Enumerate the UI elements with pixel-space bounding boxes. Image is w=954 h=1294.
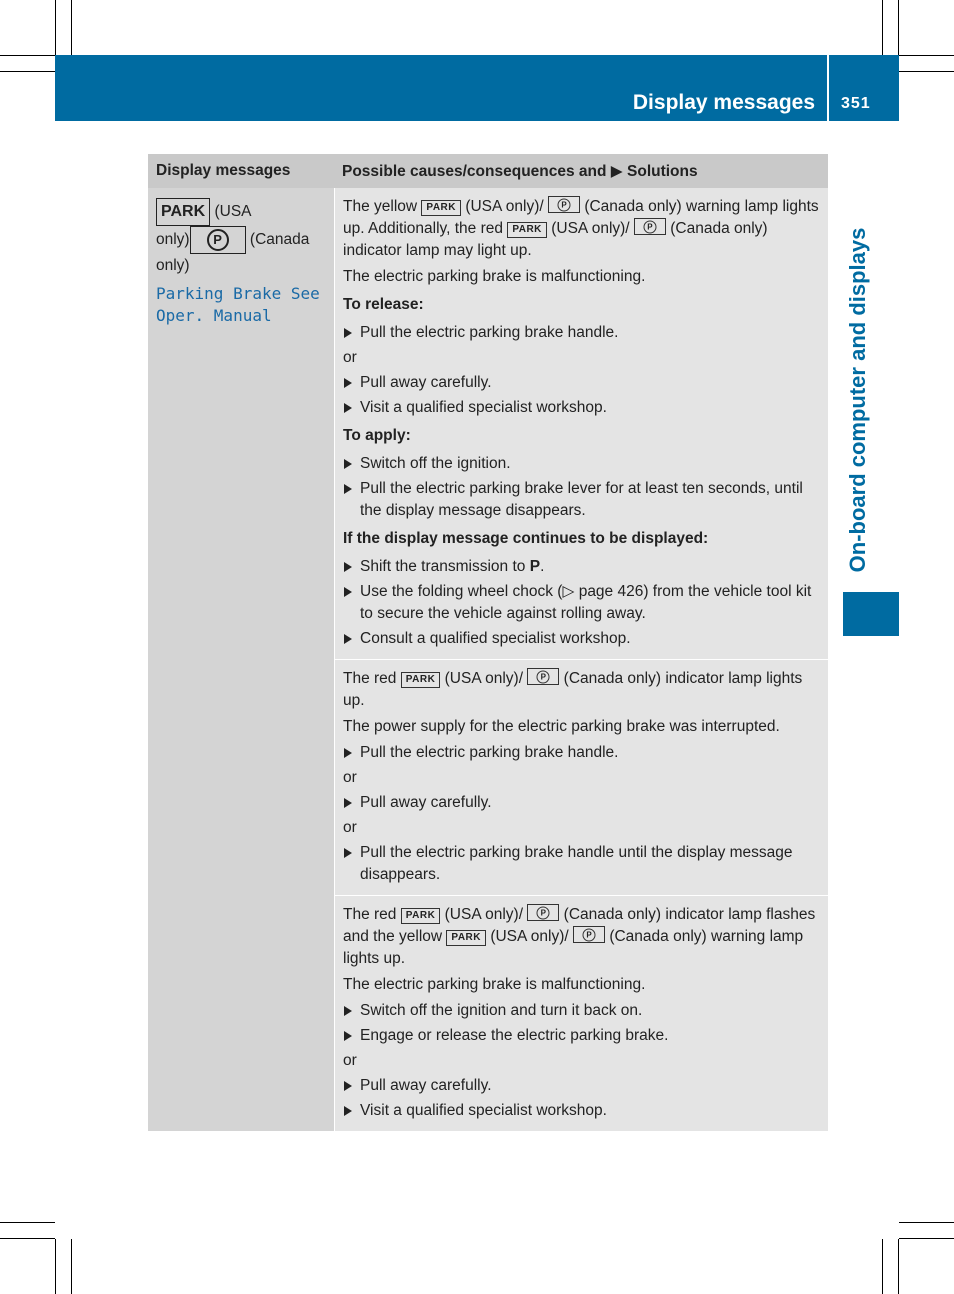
step: Use the folding wheel chock (▷ page 426) from the vehicle tool kit to secure the vehicle against rolling away. [343,581,820,625]
step: Visit a qualified specialist workshop. [343,1100,820,1122]
park-lamp-icon: PARK [401,672,441,688]
step: Pull the electric parking brake handle. [343,742,820,764]
parking-brake-lamp-icon [190,226,246,254]
text: (Canada only) indicator lamp may light up. [343,220,768,259]
step: Consult a qualified specialist workshop. [343,628,820,650]
parking-brake-lamp-icon [573,926,605,943]
park-lamp-icon: PARK [507,222,547,238]
crop-mark [0,55,55,56]
cause-text: The electric parking brake is malfunctioning. [343,976,646,993]
crop-mark [882,0,883,55]
step: Pull away carefully. [343,1075,820,1097]
page-title: Display messages [632,91,815,114]
step: Pull away carefully. [343,372,820,394]
park-lamp-icon: PARK [421,200,461,216]
text: (Canada only) indicator lamp flashes and the yellow [343,906,816,945]
display-message-line1: Parking Brake See [156,284,320,304]
column-header-messages: Display messages [156,162,291,179]
gear-p: P [529,558,541,575]
crop-mark [899,1238,954,1239]
parking-brake-lamp-icon [527,904,559,921]
text: (Canada only) indicator lamp lights up. [343,670,803,709]
crop-mark [899,1222,954,1223]
step: Switch off the ignition and turn it back on. [343,1000,820,1022]
text: (Canada only) warning lamp lights up. [343,928,804,967]
solution-section-3 [335,896,828,1131]
text: (USA only)/ [444,670,524,687]
message-indicators [156,198,326,226]
intro-text [343,904,820,970]
step [343,556,820,578]
parking-brake-p: P [537,670,550,683]
release-heading: To release: [343,296,424,313]
display-messages-table [148,154,828,1131]
crop-mark [0,1222,55,1223]
or-text: or [343,769,357,786]
parking-brake-lamp-icon [548,196,580,213]
text: Shift the transmission to [360,558,526,575]
apply-heading: To apply: [343,427,411,444]
text: (Canada only) warning lamp lights up. Additionally, the red [343,198,819,237]
text: The yellow [343,198,418,215]
table-header-row [148,154,828,188]
step: Switch off the ignition. [343,453,820,475]
or-text: or [343,349,357,366]
or-text: or [343,1052,357,1069]
section-tab-label: On-board computer and displays [845,227,870,573]
cause-text: The power supply for the electric parking brake was interrupted. [343,718,780,735]
crop-mark [71,0,72,55]
crop-mark [899,55,954,56]
step: Pull the electric parking brake handle until the display message disappears. [343,842,820,886]
intro-text [343,196,820,262]
step: Pull the electric parking brake lever for at least ten seconds, until the display message disappears. [343,478,820,522]
message-cell [148,188,334,1131]
park-lamp-icon: PARK [401,908,441,924]
parking-brake-lamp-icon [527,668,559,685]
only-label: only) [156,231,190,249]
table-body [148,188,828,1131]
crop-mark [55,0,56,55]
parking-brake-p: P [583,928,596,941]
crop-mark [882,1239,883,1294]
text: (USA only)/ [465,198,544,215]
solution-section-2 [335,660,828,896]
park-lamp-icon: PARK [156,198,210,226]
only-label-2: only) [156,257,190,274]
intro-text [343,668,820,712]
crop-mark [55,1239,56,1294]
usa-only-label: (USA [214,203,252,220]
message-indicators-2 [156,226,326,254]
section-tab [838,210,878,590]
crop-mark [0,1238,55,1239]
column-header-solutions: Possible causes/consequences and ▶ Solutions [342,162,698,180]
page-header [55,55,899,121]
step: Pull away carefully. [343,792,820,814]
crop-mark [898,1239,899,1294]
display-message-text [156,283,326,327]
parking-brake-p: P [558,198,571,211]
step: Engage or release the electric parking brake. [343,1025,820,1047]
step: Pull the electric parking brake handle. [343,322,820,344]
crop-mark [71,1239,72,1294]
canada-only-label: (Canada [249,231,310,249]
parking-brake-p: P [643,220,656,233]
display-message-line2: Oper. Manual [156,306,272,326]
or-text: or [343,819,357,836]
crop-mark [899,71,954,72]
text: . [540,558,545,575]
step: Visit a qualified specialist workshop. [343,397,820,419]
text: The red [343,906,397,923]
crop-mark [898,0,899,55]
section-tab-marker [843,592,899,636]
cause-text: The electric parking brake is malfunctioning. [343,268,646,285]
text: (USA only)/ [551,220,630,237]
parking-brake-p: P [537,906,550,919]
crop-mark [0,71,55,72]
text: (USA only)/ [444,906,524,923]
page-number: 351 [841,95,871,112]
solution-section-1 [335,188,828,660]
parking-brake-p: P [207,229,229,251]
text: (USA only)/ [490,928,569,945]
header-divider [827,55,829,121]
solutions-cell [334,188,828,1131]
parking-brake-lamp-icon [634,218,666,235]
park-lamp-icon: PARK [446,930,486,946]
continue-heading: If the display message continues to be displayed: [343,530,709,547]
text: The red [343,670,397,687]
